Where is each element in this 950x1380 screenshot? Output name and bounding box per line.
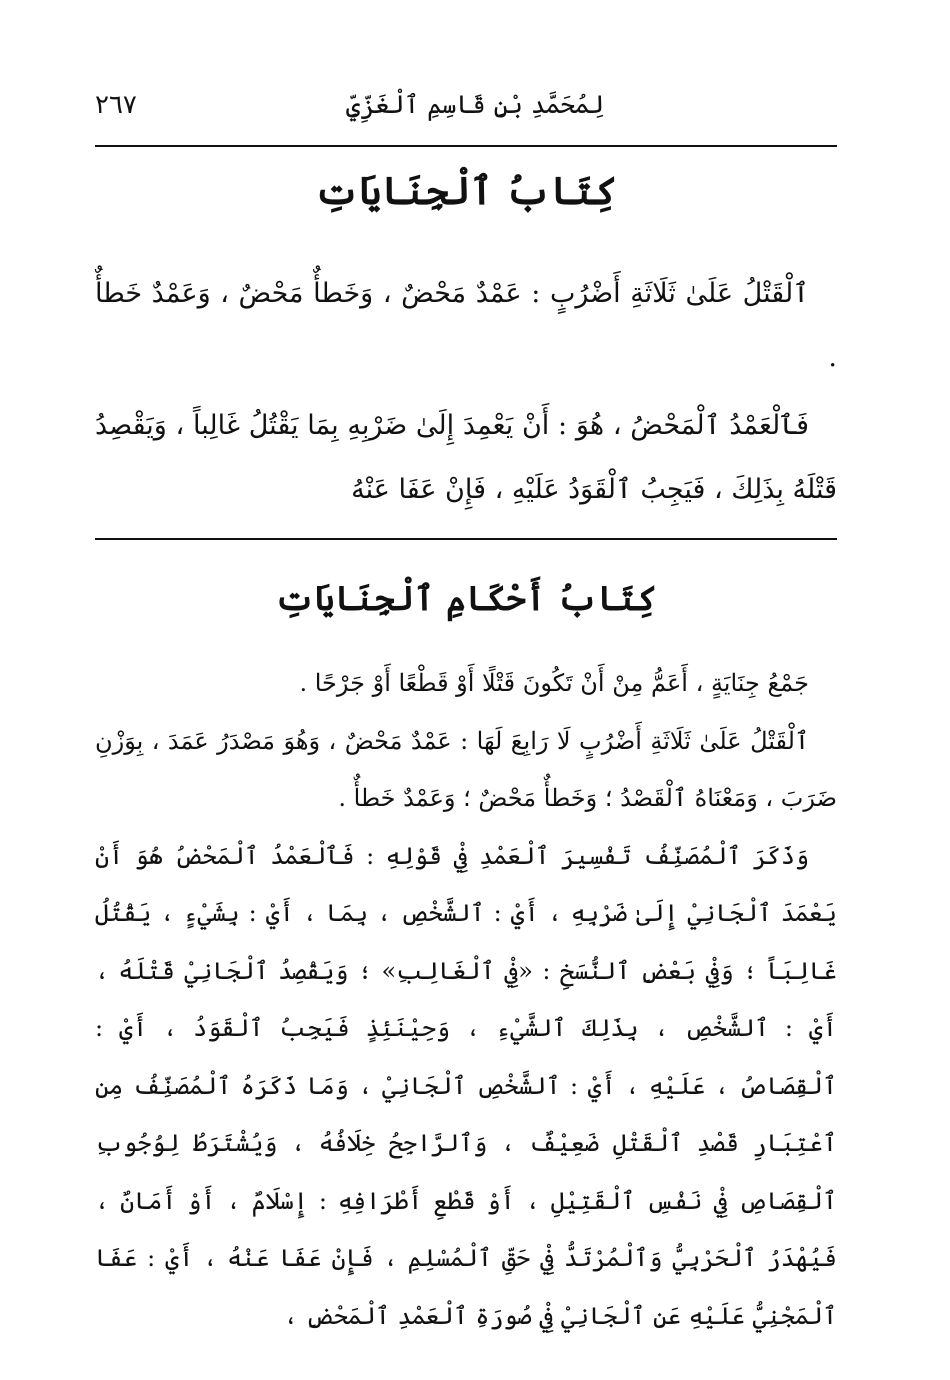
matn-title: كِتَابُ ٱلْجِنَايَاتِ — [314, 168, 618, 213]
sharh-paragraph: وَذَكَرَ ٱلْمُصَنِّفُ تَفْسِيرَ ٱلْعَمْدِ فِيْ قَوْلِهِ : فَٱلْعَمْدُ ٱلْمَحْضُ هُوَ أَنْ يَعْمَدَ ٱلْجَانِيْ إِلَىٰ ضَرْبِهِ ، أَيْ : ٱلشَّخْصِ ، بِمَا ، أَيْ : بِشَيْءٍ ، يَقْتُلُ غَالِبَاً ؛ وَفِيْ بَعْضِ ٱلنُّسَخِ : «فِيْ ٱلْغَالِبِ» ؛ وَيَقْصِدُ ٱلْجَانِيْ قَتْلَهُ ، أَيْ : ٱلشَّخْصِ ، بِذَلِكَ ٱلشَّيْءِ ، وَحِيْنَئِذٍ فَيَجِبُ ٱلْقَوَدُ ، أَيْ : ٱلْقِصَاصُ ، عَلَيْهِ ، أَيْ : ٱلشَّخْصِ ٱلْجَانِيْ ، وَمَا ذَكَرَهُ ٱلْمُصَنِّفُ مِن ٱعْتِبَارِ قَصْدِ ٱلْقَتْلِ ضَعِيْفٌ ، وَٱلرَّاجِحُ خِلَافُهُ ، وَيُشْتَرَطُ لِوُجُوبِ ٱلْقِصَاصِ فِيْ نَفْسِ ٱلْقَتِيْلِ ، أَوْ قَطْعِ أَطْرَافِهِ : إِسْلَامٌ ، أَوْ أَمَانٌ ، فَيُهْدَرُ ٱلْحَرْبِيُّ وَٱلْمُرْتَدُّ فِيْ حَقِّ ٱلْمُسْلِمِ ، فَإِنْ عَفَا عَنْهُ ، أَيْ : عَفَا ٱلْمَجْنِيُّ عَلَيْهِ عَنِ ٱلْجَانِيْ فِيْ صُورَةِ ٱلْعَمْدِ ٱلْمَحْضِ ، — [95, 841, 837, 1330]
sharh-text — [95, 655, 837, 1345]
sharh-paragraph: ٱلْقَتْلُ عَلَىٰ ثَلَاثَةِ أَضْرُبٍ لَا رَابِعَ لَهَا : عَمْدٌ مَحْضٌ ، وَهُوَ مَصْدَرُ عَمَدَ ، بِوَزْنِ ضَرَبَ ، وَمَعْنَاهُ ٱلْقَصْدُ ؛ وَخَطأٌ مَحْضٌ ؛ وَعَمْدٌ خَطأٌ . — [95, 726, 837, 812]
matn-paragraph: فَٱلْعَمْدُ ٱلْمَحْضُ ، هُوَ : أَنْ يَعْمِدَ إِلَىٰ ضَرْبِهِ بِمَا يَقْتُلُ غَالِباً ، وَيَقْصِدُ قَتْلَهُ بِذَلِكَ ، فَيَجِبُ ٱلْقَوَدُ عَلَيْهِ ، فَإِنْ عَفَا عَنْهُ — [95, 410, 837, 505]
section-divider — [95, 538, 837, 540]
sharh-paragraph: جَمْعُ جِنَايَةٍ ، أَعَمُّ مِنْ أَنْ تَكُونَ قَتْلًا أَوْ قَطْعًا أَوْ جَرْحًا . — [299, 669, 809, 697]
matn-paragraph: ٱلْقَتْلُ عَلَىٰ ثَلَاثَةِ أَضْرُبٍ : عَمْدٌ مَحْضٌ ، وَخَطأٌ مَحْضٌ ، وَعَمْدٌ خَطأٌ . — [95, 278, 837, 373]
page-header — [95, 80, 855, 140]
header-rule — [95, 145, 837, 147]
page-number: ٢٦٧ — [95, 90, 137, 120]
running-title: لِمُحَمَّدِ بْنِ قَاسِمِ ٱلْغَزِّيِّ — [345, 90, 605, 119]
matn-text — [95, 262, 837, 522]
sharh-title: كِتَابُ أَحْكَامِ ٱلْجِنَايَاتِ — [274, 579, 658, 619]
